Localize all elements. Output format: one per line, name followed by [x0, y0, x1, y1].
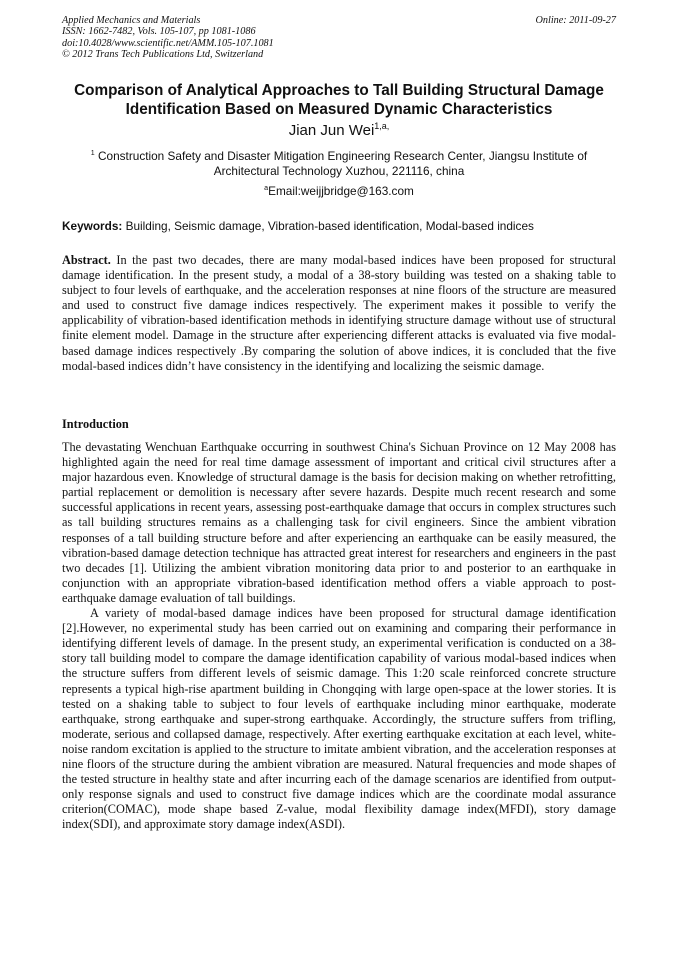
abstract-text: In the past two decades, there are many modal-based indices have been proposed for structural damage identification. In the present study, a modal of a 38-story building was tested on a shaking table to subject to four levels of earthquake, and the acceleration responses at nine floors of the structure are measured and used to construct five damage indices respectively. The experiment makes it possible to verify the applicability of vibration-based identification methods in identifying structure damage without use of structural finite element model. Damage in the structure after experiencing different attacks is evaluated via five modal-based damage indices respectively .By comparing the solution of above indices, it is concluded that the five modal-based indices didn’t have consistency in the identifying and localizing the seismic damage. — [62, 253, 616, 373]
paper-title: Comparison of Analytical Approaches to Tall Building Structural Damage Identification Based on Measured Dynamic Characteristics — [74, 82, 604, 118]
keywords — [62, 219, 616, 234]
intro-paragraph-2: A variety of modal-based damage indices have been proposed for structural damage identification [2].However, no experimental study has been carried out on examining and comparing their performance in identifying different levels of damage. In the present study, an experimental verification is conducted on a 38-story tall building model to compare the damage identification capability of various modal-based indices when the structure suffers from different levels of seismic damage. This 1:20 scale reinforced concrete structure represents a typical high-rise apartment building in Chongqing with large open-space at the lower stories. It is tested on a shaking table to subject to four levels of earthquake including minor earthquake, moderate earthquake, strong earthquake and super-strong earthquake. Accordingly, the structure suffers from trifling, moderate, serious and collapsed damage, respectively. After exerting earthquake excitation at each level, white-noise random excitation is applied to the structure to imitate ambient vibration, and the acceleration responses at nine floors of the structure during the ambient vibration are measured. Natural frequencies and mode shapes of the tested structure in healthy state and after incurring each of the damage scenarios are identified from output-only response signals and used to construct five damage indices which are the coordinate modal assurance criterion(COMAC), mode shape based Z-value, modal flexibility damage index(MFDI), story damage index(SDI), and approximate story damage index(ASDI). — [62, 606, 616, 832]
copyright-line: © 2012 Trans Tech Publications Ltd, Switzerland — [62, 48, 264, 60]
intro-paragraph-1: The devastating Wenchuan Earthquake occurring in southwest China's Sichuan Province on 12 May 2008 has highlighted again the need for real time damage assessment of important and critical civil structures after a major hazardous even. Knowledge of structural damage is the basis for decision making on whether retrofitting, partial replacement or demolition is necessary after severe hazards. Despite much recent research and some successful applications in recent years, assessing post-earthquake damage that occurs in complex structures such as tall building structures remains as a challenging task for civil engineers. Since the ambient vibration responses of a tall building structure before and after experiencing an earthquake can be easily measured, the vibration-based damage detection technique has attracted great interest for researchers and engineers in the past two decades [1]. Utilizing the ambient vibration monitoring data prior to and posterior to an earthquake in conjunction with an appropriate vibration-based identification method offers a viable approach to post-earthquake damage evaluation of tall buildings. — [62, 440, 616, 605]
abstract-label: Abstract. — [62, 253, 111, 267]
introduction-body — [62, 440, 616, 832]
email-address[interactable]: Email:weijjbridge@163.com — [268, 184, 414, 198]
journal-name: Applied Mechanics and Materials — [62, 15, 201, 26]
issn-line: ISSN: 1662-7482, Vols. 105-107, pp 1081-1086 — [62, 26, 256, 38]
author-superscript: 1,a, — [374, 121, 390, 131]
affiliation-text: Construction Safety and Disaster Mitigation Engineering Research Center, Jiangsu Institute of Architectural Technology Xuzhou, 221116, china — [98, 149, 588, 178]
doi-line: doi:10.4028/www.scientific.net/AMM.105-107.1081 — [62, 37, 274, 49]
abstract — [62, 253, 616, 374]
keywords-text: Building, Seismic damage, Vibration-based identification, Modal-based indices — [125, 219, 534, 233]
author-name: Jian Jun Wei — [288, 122, 375, 139]
author-line — [62, 122, 616, 140]
affiliation — [62, 149, 616, 179]
section-heading-introduction: Introduction — [62, 417, 129, 431]
email-line — [62, 184, 616, 199]
journal-header — [62, 15, 616, 60]
online-date: Online: 2011-09-27 — [535, 15, 616, 26]
affiliation-superscript: 1 — [90, 149, 95, 158]
keywords-label: Keywords: — [62, 219, 123, 233]
email-superscript: a — [264, 184, 269, 193]
